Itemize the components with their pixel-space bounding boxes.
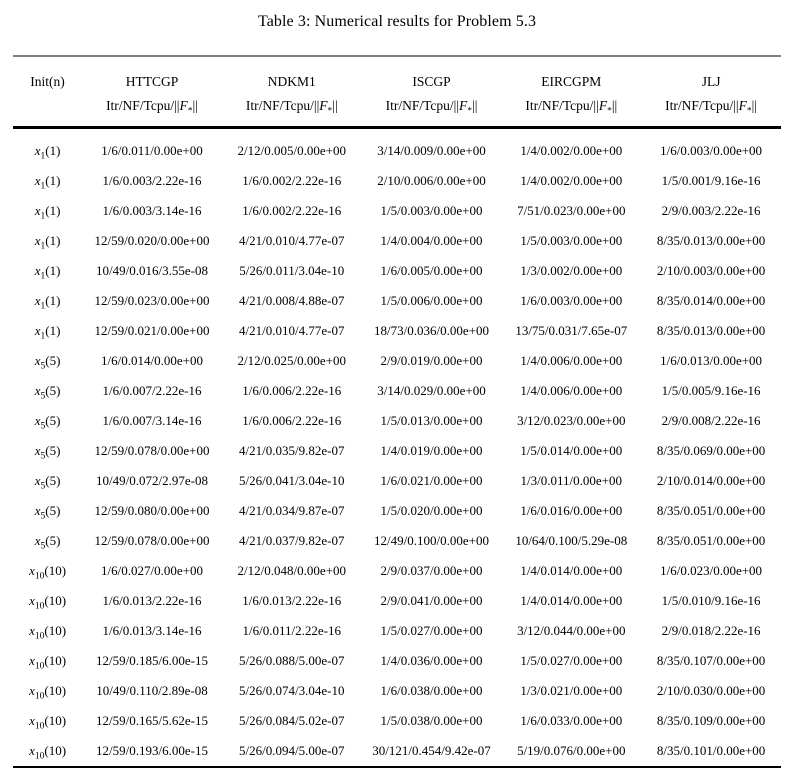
result-cell-eircgpm: 1/3/0.002/0.00e+00 xyxy=(520,263,623,278)
init-variable: x xyxy=(34,443,41,458)
subheader-ndkm1 xyxy=(222,93,362,128)
norm-star: * xyxy=(467,106,473,117)
result-cell-ndkm1: 4/21/0.035/9.82e-07 xyxy=(239,443,345,458)
result-cell-jlj: 2/9/0.008/2.22e-16 xyxy=(661,413,761,428)
init-variable: x xyxy=(34,293,41,308)
result-cell-iscgp: 2/9/0.019/0.00e+00 xyxy=(380,353,483,368)
init-variable: x xyxy=(34,353,41,368)
result-cell-jlj: 2/9/0.018/2.22e-16 xyxy=(661,623,761,638)
init-dimension: (10) xyxy=(44,683,67,698)
header-row-metrics xyxy=(13,93,781,128)
result-cell-httcgp: 12/59/0.193/6.00e-15 xyxy=(82,736,222,767)
init-subscript: 5 xyxy=(40,421,46,432)
table-row xyxy=(13,436,781,466)
norm-close: || xyxy=(751,98,758,113)
init-dimension: (10) xyxy=(44,623,67,638)
result-cell-eircgpm: 1/5/0.014/0.00e+00 xyxy=(520,443,623,458)
init-variable: x xyxy=(29,653,35,668)
norm-star: * xyxy=(187,106,193,117)
result-cell-httcgp: 1/6/0.007/3.14e-16 xyxy=(102,413,202,428)
init-cell xyxy=(13,256,82,286)
result-cell-eircgpm: 1/6/0.016/0.00e+00 xyxy=(520,503,623,518)
init-cell xyxy=(13,196,82,226)
result-cell-iscgp: 30/121/0.454/9.42e-07 xyxy=(362,736,502,767)
init-variable: x xyxy=(34,533,41,548)
result-cell-httcgp: 10/49/0.016/3.55e-08 xyxy=(96,263,208,278)
result-cell-jlj: 8/35/0.014/0.00e+00 xyxy=(656,293,766,308)
result-cell-httcgp: 12/59/0.078/0.00e+00 xyxy=(94,443,210,458)
init-cell xyxy=(13,586,82,616)
init-dimension: (5) xyxy=(45,443,61,458)
init-subscript: 1 xyxy=(40,241,46,252)
init-subscript: 10 xyxy=(34,691,45,702)
result-cell-ndkm1: 5/26/0.094/5.00e-07 xyxy=(222,736,362,767)
init-subscript: 1 xyxy=(40,211,46,222)
result-cell-ndkm1: 1/6/0.013/2.22e-16 xyxy=(242,593,342,608)
metric-label: Itr/NF/Tcpu/|| xyxy=(245,98,320,113)
result-cell-eircgpm: 3/12/0.044/0.00e+00 xyxy=(517,623,626,638)
result-cell-ndkm1: 4/21/0.010/4.77e-07 xyxy=(239,323,345,338)
norm-star: * xyxy=(327,106,333,117)
table-row xyxy=(13,286,781,316)
init-dimension: (5) xyxy=(45,353,61,368)
result-cell-jlj: 1/6/0.023/0.00e+00 xyxy=(660,563,763,578)
init-subscript: 5 xyxy=(40,481,46,492)
init-variable: x xyxy=(34,233,41,248)
init-cell xyxy=(13,406,82,436)
table-row xyxy=(13,736,781,767)
result-cell-jlj: 8/35/0.101/0.00e+00 xyxy=(641,736,781,767)
init-variable: x xyxy=(34,203,41,218)
init-cell xyxy=(13,496,82,526)
result-cell-jlj: 2/9/0.003/2.22e-16 xyxy=(661,203,761,218)
init-cell xyxy=(13,166,82,196)
init-dimension: (10) xyxy=(44,743,67,758)
result-cell-jlj: 8/35/0.107/0.00e+00 xyxy=(656,653,766,668)
init-dimension: (10) xyxy=(44,593,67,608)
metric-label: Itr/NF/Tcpu/|| xyxy=(525,98,599,113)
init-subscript: 10 xyxy=(34,661,45,672)
result-cell-jlj: 8/35/0.051/0.00e+00 xyxy=(656,503,766,518)
init-cell xyxy=(13,316,82,346)
init-variable: x xyxy=(34,173,41,188)
result-cell-ndkm1: 4/21/0.037/9.82e-07 xyxy=(239,533,345,548)
result-cell-jlj: 2/10/0.014/0.00e+00 xyxy=(656,473,766,488)
table-row xyxy=(13,496,781,526)
init-dimension: (1) xyxy=(45,173,61,188)
init-subscript: 1 xyxy=(40,301,46,312)
result-cell-eircgpm: 1/5/0.027/0.00e+00 xyxy=(520,653,623,668)
init-variable: x xyxy=(29,593,35,608)
result-cell-eircgpm: 1/5/0.003/0.00e+00 xyxy=(520,233,623,248)
init-variable: x xyxy=(29,563,35,578)
subheader-empty xyxy=(13,93,82,128)
result-cell-eircgpm: 13/75/0.031/7.65e-07 xyxy=(515,323,628,338)
result-cell-eircgpm: 1/6/0.003/0.00e+00 xyxy=(520,293,623,308)
init-variable: x xyxy=(29,623,35,638)
result-cell-httcgp: 10/49/0.110/2.89e-08 xyxy=(96,683,208,698)
metric-label: Itr/NF/Tcpu/|| xyxy=(385,98,460,113)
result-cell-iscgp: 3/14/0.029/0.00e+00 xyxy=(377,383,486,398)
result-cell-ndkm1: 1/6/0.006/2.22e-16 xyxy=(242,413,342,428)
init-cell xyxy=(13,226,82,256)
result-cell-ndkm1: 2/12/0.048/0.00e+00 xyxy=(237,563,346,578)
result-cell-httcgp: 12/59/0.020/0.00e+00 xyxy=(94,233,210,248)
result-cell-httcgp: 12/59/0.078/0.00e+00 xyxy=(94,533,210,548)
table-row xyxy=(13,706,781,736)
table-row xyxy=(13,676,781,706)
init-dimension: (10) xyxy=(44,713,67,728)
result-cell-eircgpm: 1/4/0.014/0.00e+00 xyxy=(520,593,623,608)
table-row xyxy=(13,226,781,256)
result-cell-iscgp: 1/5/0.027/0.00e+00 xyxy=(380,623,483,638)
init-dimension: (10) xyxy=(44,653,67,668)
result-cell-iscgp: 1/5/0.006/0.00e+00 xyxy=(380,293,483,308)
result-cell-iscgp: 1/5/0.020/0.00e+00 xyxy=(380,503,483,518)
init-cell xyxy=(13,736,82,767)
init-variable: x xyxy=(34,473,41,488)
init-subscript: 5 xyxy=(40,511,46,522)
init-variable: x xyxy=(29,743,35,758)
table-row xyxy=(13,526,781,556)
result-cell-ndkm1: 1/6/0.011/2.22e-16 xyxy=(242,623,341,638)
init-variable: x xyxy=(29,683,35,698)
init-variable: x xyxy=(34,323,41,338)
norm-close: || xyxy=(611,98,618,113)
column-header-init: Init(n) xyxy=(30,74,65,89)
init-cell xyxy=(13,286,82,316)
init-cell xyxy=(13,466,82,496)
init-dimension: (1) xyxy=(45,143,61,158)
result-cell-eircgpm: 1/4/0.002/0.00e+00 xyxy=(520,173,623,188)
result-cell-iscgp: 1/6/0.038/0.00e+00 xyxy=(380,683,483,698)
result-cell-ndkm1: 5/26/0.088/5.00e-07 xyxy=(239,653,345,668)
result-cell-iscgp: 2/9/0.037/0.00e+00 xyxy=(380,563,483,578)
column-header-httcgp: HTTCGP xyxy=(125,74,179,89)
init-cell xyxy=(13,676,82,706)
init-dimension: (1) xyxy=(45,323,61,338)
result-cell-httcgp: 12/59/0.165/5.62e-15 xyxy=(96,713,208,728)
result-cell-jlj: 8/35/0.013/0.00e+00 xyxy=(656,233,766,248)
result-cell-iscgp: 3/14/0.009/0.00e+00 xyxy=(377,143,486,158)
init-dimension: (1) xyxy=(45,203,61,218)
result-cell-ndkm1: 1/6/0.006/2.22e-16 xyxy=(242,383,342,398)
norm-close: || xyxy=(192,98,198,113)
norm-f: F xyxy=(738,98,747,113)
init-dimension: (5) xyxy=(45,533,61,548)
result-cell-httcgp: 1/6/0.013/2.22e-16 xyxy=(102,593,202,608)
result-cell-httcgp: 1/6/0.014/0.00e+00 xyxy=(101,353,203,368)
result-cell-eircgpm: 1/4/0.002/0.00e+00 xyxy=(520,143,623,158)
init-dimension: (5) xyxy=(45,413,61,428)
result-cell-jlj: 2/10/0.030/0.00e+00 xyxy=(656,683,766,698)
init-variable: x xyxy=(34,503,41,518)
result-cell-httcgp: 12/59/0.021/0.00e+00 xyxy=(94,323,210,338)
init-subscript: 1 xyxy=(40,331,46,342)
column-header-jlj: JLJ xyxy=(701,74,721,89)
init-dimension: (5) xyxy=(45,503,61,518)
table-row xyxy=(13,346,781,376)
init-dimension: (1) xyxy=(45,233,61,248)
init-variable: x xyxy=(34,263,41,278)
norm-star: * xyxy=(746,106,752,117)
result-cell-iscgp: 1/6/0.021/0.00e+00 xyxy=(380,473,483,488)
init-variable: x xyxy=(34,143,41,158)
result-cell-httcgp: 1/6/0.007/2.22e-16 xyxy=(102,383,202,398)
result-cell-iscgp: 18/73/0.036/0.00e+00 xyxy=(374,323,489,338)
table-row xyxy=(13,646,781,676)
result-cell-iscgp: 2/10/0.006/0.00e+00 xyxy=(377,173,486,188)
result-cell-httcgp: 12/59/0.023/0.00e+00 xyxy=(94,293,210,308)
init-variable: x xyxy=(34,413,41,428)
result-cell-eircgpm: 1/3/0.011/0.00e+00 xyxy=(520,473,623,488)
init-dimension: (5) xyxy=(45,473,61,488)
init-variable: x xyxy=(34,383,41,398)
subheader-httcgp xyxy=(82,93,222,128)
result-cell-jlj: 2/10/0.003/0.00e+00 xyxy=(656,263,766,278)
init-dimension: (10) xyxy=(44,563,67,578)
norm-close: || xyxy=(472,98,478,113)
result-cell-iscgp: 1/5/0.038/0.00e+00 xyxy=(380,713,483,728)
result-cell-ndkm1: 1/6/0.002/2.22e-16 xyxy=(242,173,342,188)
init-cell xyxy=(13,128,82,167)
result-cell-eircgpm: 7/51/0.023/0.00e+00 xyxy=(517,203,626,218)
result-cell-iscgp: 1/6/0.005/0.00e+00 xyxy=(380,263,483,278)
table-caption: Table 3: Numerical results for Problem 5.3 xyxy=(257,13,537,30)
result-cell-ndkm1: 2/12/0.005/0.00e+00 xyxy=(237,143,346,158)
result-cell-eircgpm: 1/4/0.014/0.00e+00 xyxy=(520,563,623,578)
result-cell-httcgp: 1/6/0.003/3.14e-16 xyxy=(102,203,202,218)
metric-label: Itr/NF/Tcpu/|| xyxy=(665,98,739,113)
norm-f: F xyxy=(598,98,608,113)
result-cell-jlj: 1/5/0.010/9.16e-16 xyxy=(661,593,761,608)
result-cell-eircgpm: 3/12/0.023/0.00e+00 xyxy=(517,413,626,428)
result-cell-eircgpm: 1/4/0.006/0.00e+00 xyxy=(520,353,623,368)
table-row xyxy=(13,586,781,616)
result-cell-iscgp: 1/4/0.036/0.00e+00 xyxy=(380,653,483,668)
result-cell-ndkm1: 5/26/0.041/3.04e-10 xyxy=(239,473,345,488)
subheader-iscgp xyxy=(362,93,502,128)
table-row xyxy=(13,556,781,586)
subheader-eircgpm xyxy=(501,93,641,128)
table-row xyxy=(13,196,781,226)
result-cell-httcgp: 1/6/0.003/2.22e-16 xyxy=(102,173,202,188)
init-subscript: 10 xyxy=(34,601,45,612)
init-cell xyxy=(13,706,82,736)
init-subscript: 5 xyxy=(40,361,46,372)
result-cell-jlj: 1/5/0.005/9.16e-16 xyxy=(661,383,761,398)
init-subscript: 5 xyxy=(40,391,46,402)
table-row xyxy=(13,466,781,496)
result-cell-iscgp: 1/5/0.013/0.00e+00 xyxy=(380,413,483,428)
result-cell-ndkm1: 4/21/0.010/4.77e-07 xyxy=(239,233,345,248)
result-cell-httcgp: 12/59/0.080/0.00e+00 xyxy=(94,503,210,518)
init-subscript: 1 xyxy=(40,151,46,162)
result-cell-jlj: 1/5/0.001/9.16e-16 xyxy=(661,173,761,188)
init-cell xyxy=(13,376,82,406)
result-cell-ndkm1: 5/26/0.074/3.04e-10 xyxy=(239,683,345,698)
norm-close: || xyxy=(332,98,338,113)
column-header-ndkm1: NDKM1 xyxy=(267,74,316,89)
result-cell-jlj: 1/6/0.003/0.00e+00 xyxy=(660,143,763,158)
result-cell-httcgp: 12/59/0.185/6.00e-15 xyxy=(96,653,208,668)
result-cell-ndkm1: 4/21/0.034/9.87e-07 xyxy=(239,503,345,518)
result-cell-iscgp: 1/4/0.019/0.00e+00 xyxy=(380,443,483,458)
norm-f: F xyxy=(319,98,328,113)
result-cell-iscgp: 1/5/0.003/0.00e+00 xyxy=(380,203,483,218)
metric-label: Itr/NF/Tcpu/|| xyxy=(106,98,180,113)
init-subscript: 10 xyxy=(34,631,45,642)
table-row xyxy=(13,376,781,406)
result-cell-ndkm1: 4/21/0.008/4.88e-07 xyxy=(239,293,345,308)
result-cell-jlj: 8/35/0.013/0.00e+00 xyxy=(656,323,766,338)
init-cell xyxy=(13,646,82,676)
init-cell xyxy=(13,436,82,466)
result-cell-eircgpm: 1/4/0.006/0.00e+00 xyxy=(520,383,623,398)
result-cell-httcgp: 10/49/0.072/2.97e-08 xyxy=(96,473,208,488)
init-subscript: 5 xyxy=(40,451,46,462)
init-cell xyxy=(13,526,82,556)
result-cell-iscgp: 12/49/0.100/0.00e+00 xyxy=(374,533,489,548)
init-dimension: (1) xyxy=(45,293,61,308)
table-row xyxy=(13,128,781,167)
init-subscript: 10 xyxy=(34,721,45,732)
result-cell-jlj: 8/35/0.069/0.00e+00 xyxy=(656,443,766,458)
result-cell-ndkm1: 5/26/0.011/3.04e-10 xyxy=(239,263,345,278)
result-cell-ndkm1: 1/6/0.002/2.22e-16 xyxy=(242,203,342,218)
result-cell-eircgpm: 10/64/0.100/5.29e-08 xyxy=(515,533,628,548)
init-subscript: 1 xyxy=(40,181,46,192)
init-cell xyxy=(13,616,82,646)
result-cell-httcgp: 1/6/0.011/0.00e+00 xyxy=(101,143,203,158)
subheader-jlj xyxy=(641,93,781,128)
result-cell-httcgp: 1/6/0.027/0.00e+00 xyxy=(101,563,203,578)
init-subscript: 1 xyxy=(40,271,46,282)
result-cell-jlj: 8/35/0.051/0.00e+00 xyxy=(656,533,766,548)
result-cell-eircgpm: 1/6/0.033/0.00e+00 xyxy=(520,713,623,728)
norm-f: F xyxy=(459,98,468,113)
init-subscript: 10 xyxy=(34,751,45,762)
result-cell-ndkm1: 5/26/0.084/5.02e-07 xyxy=(239,713,345,728)
init-subscript: 5 xyxy=(40,541,46,552)
table-row xyxy=(13,256,781,286)
column-header-iscgp: ISCGP xyxy=(412,74,451,89)
result-cell-jlj: 8/35/0.109/0.00e+00 xyxy=(656,713,766,728)
table-header xyxy=(13,56,781,128)
header-row-methods xyxy=(13,56,781,93)
table-row xyxy=(13,316,781,346)
init-cell xyxy=(13,556,82,586)
result-cell-eircgpm: 1/3/0.021/0.00e+00 xyxy=(520,683,623,698)
table-row xyxy=(13,166,781,196)
result-cell-iscgp: 1/4/0.004/0.00e+00 xyxy=(380,233,483,248)
table-row xyxy=(13,406,781,436)
norm-f: F xyxy=(179,98,188,113)
result-cell-eircgpm: 5/19/0.076/0.00e+00 xyxy=(501,736,641,767)
result-cell-ndkm1: 2/12/0.025/0.00e+00 xyxy=(237,353,346,368)
result-cell-jlj: 1/6/0.013/0.00e+00 xyxy=(660,353,763,368)
table-row xyxy=(13,616,781,646)
result-cell-httcgp: 1/6/0.013/3.14e-16 xyxy=(102,623,202,638)
init-cell xyxy=(13,346,82,376)
table-container xyxy=(13,55,781,768)
init-variable: x xyxy=(29,713,35,728)
result-cell-iscgp: 2/9/0.041/0.00e+00 xyxy=(380,593,483,608)
column-header-eircgpm: EIRCGPM xyxy=(541,74,602,89)
init-subscript: 10 xyxy=(34,571,45,582)
norm-star: * xyxy=(607,106,612,117)
init-dimension: (1) xyxy=(45,263,61,278)
init-dimension: (5) xyxy=(45,383,61,398)
table-body xyxy=(13,128,781,768)
results-table xyxy=(13,55,781,768)
